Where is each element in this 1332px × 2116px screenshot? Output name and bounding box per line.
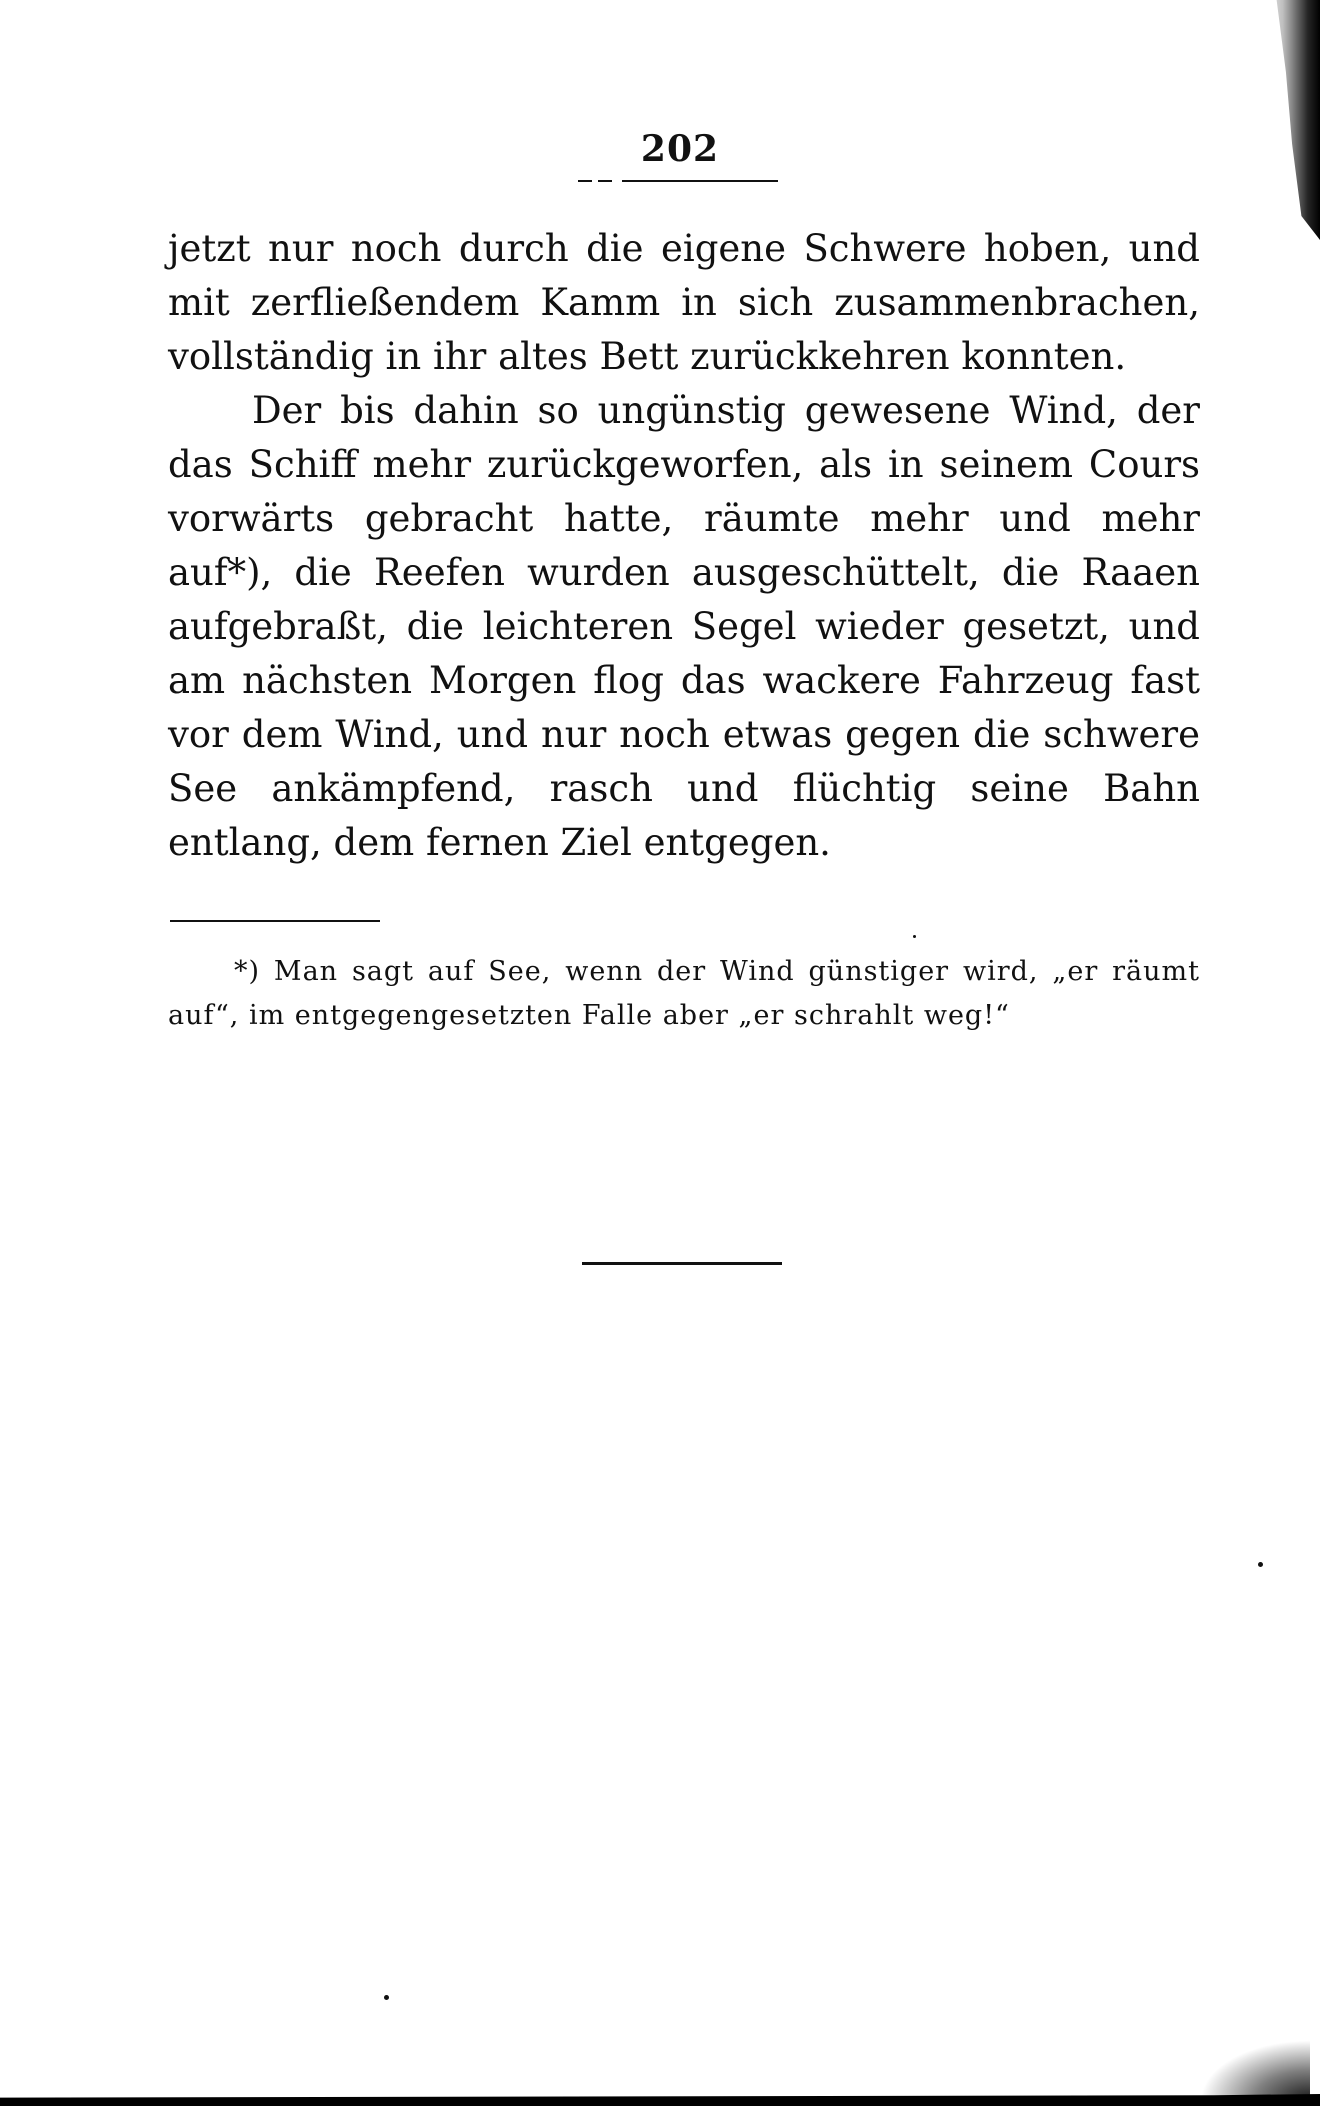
page-number: 202 [640, 128, 720, 170]
scan-speck [1258, 1562, 1263, 1567]
footnote [168, 950, 1200, 1038]
footnote-rule [170, 920, 380, 922]
end-of-chapter-rule [582, 1262, 782, 1265]
scan-edge-shadow-bottom [0, 2094, 1320, 2106]
scan-speck [913, 935, 916, 938]
scan-edge-shadow-right [1258, 0, 1320, 240]
scan-corner-shadow [1200, 2040, 1310, 2100]
paragraph-continued: jetzt nur noch durch die eigene Schwere hoben, und mit zerfließendem Kamm in sich zusammenbrachen, vollständig in ihr altes Bett zurückkehren konnten. [168, 227, 1200, 378]
body-text [168, 222, 1200, 870]
header-rule [578, 180, 778, 182]
footnote-text: *) Man sagt auf See, wenn der Wind günstiger wird, „er räumt auf“, im entgegengesetzten Falle aber „er schrahlt weg!“ [168, 956, 1200, 1031]
paragraph-wind: Der bis dahin so ungünstig gewesene Wind, der das Schiff mehr zurückgeworfen, als in seinem Cours vorwärts gebracht hatte, räumte mehr und mehr auf*), die Reefen wurden ausgeschüttelt, die Raaen aufgebraßt, die leichteren Segel wieder gesetzt, und am nächsten Morgen flog das wackere Fahrzeug fast vor dem Wind, und nur noch etwas gegen die schwere See ankämpfend, rasch und flüchtig seine Bahn entlang, dem fernen Ziel entgegen. [168, 389, 1200, 864]
scan-speck [384, 1995, 389, 2000]
